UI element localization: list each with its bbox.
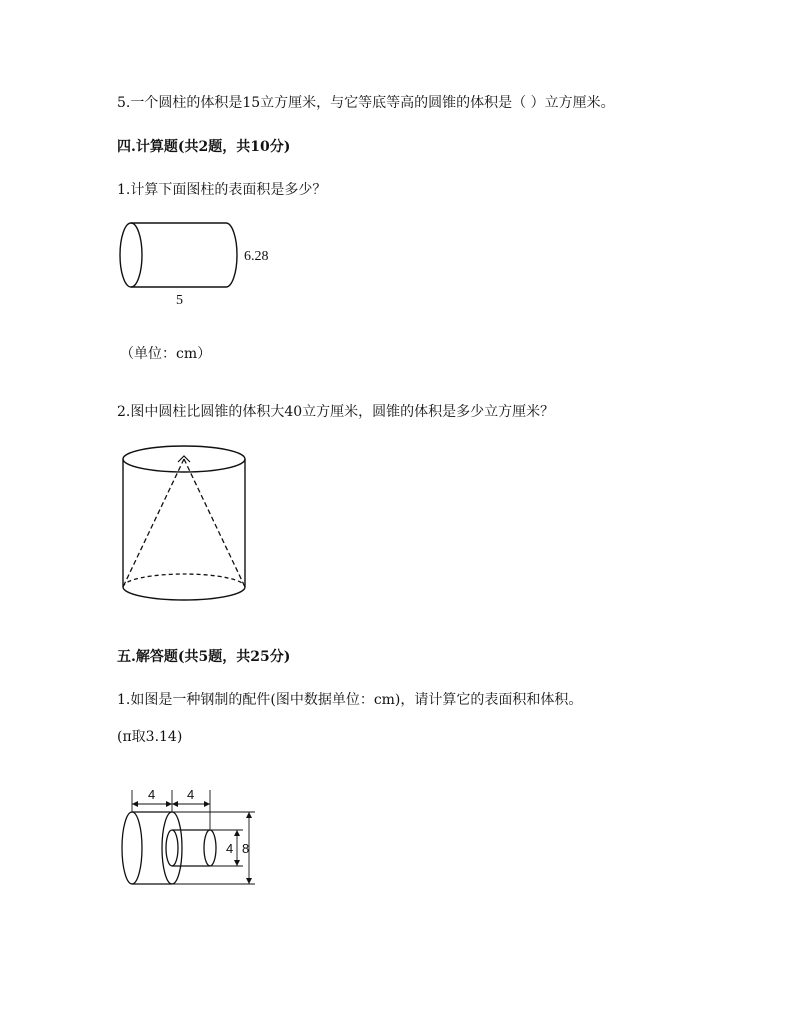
section-5-heading: 五.解答题(共5题，共25分) — [117, 649, 291, 665]
small-diameter-label: 4 — [226, 841, 234, 856]
small-length-label: 4 — [187, 787, 195, 802]
cylinder-diameter-label: 6.28 — [244, 249, 269, 264]
calc-question-1-text: 1.计算下面图柱的表面积是多少？ — [117, 182, 327, 198]
unit-note: （单位：cm） — [120, 346, 212, 362]
question-5-text: 5.一个圆柱的体积是15立方厘米，与它等底等高的圆锥的体积是（ ）立方厘米。 — [117, 95, 615, 111]
section-4-heading: 四.计算题(共2题，共10分) — [117, 139, 291, 155]
calc-question-2-text: 2.图中圆柱比圆锥的体积大40立方厘米，圆锥的体积是多少立方厘米？ — [117, 404, 555, 420]
big-diameter-label: 8 — [242, 841, 250, 856]
cylinder-with-cone-figure — [112, 440, 262, 610]
solve-question-1-text: 1.如图是一种钢制的配件(图中数据单位：cm)，请计算它的表面积和体积。 — [117, 692, 583, 708]
pi-note: (π取3.14) — [117, 729, 183, 745]
cylinder-length-label: 5 — [176, 293, 183, 308]
steel-part-figure — [115, 786, 275, 896]
horizontal-cylinder-figure — [110, 214, 290, 314]
big-length-label: 4 — [148, 787, 156, 802]
